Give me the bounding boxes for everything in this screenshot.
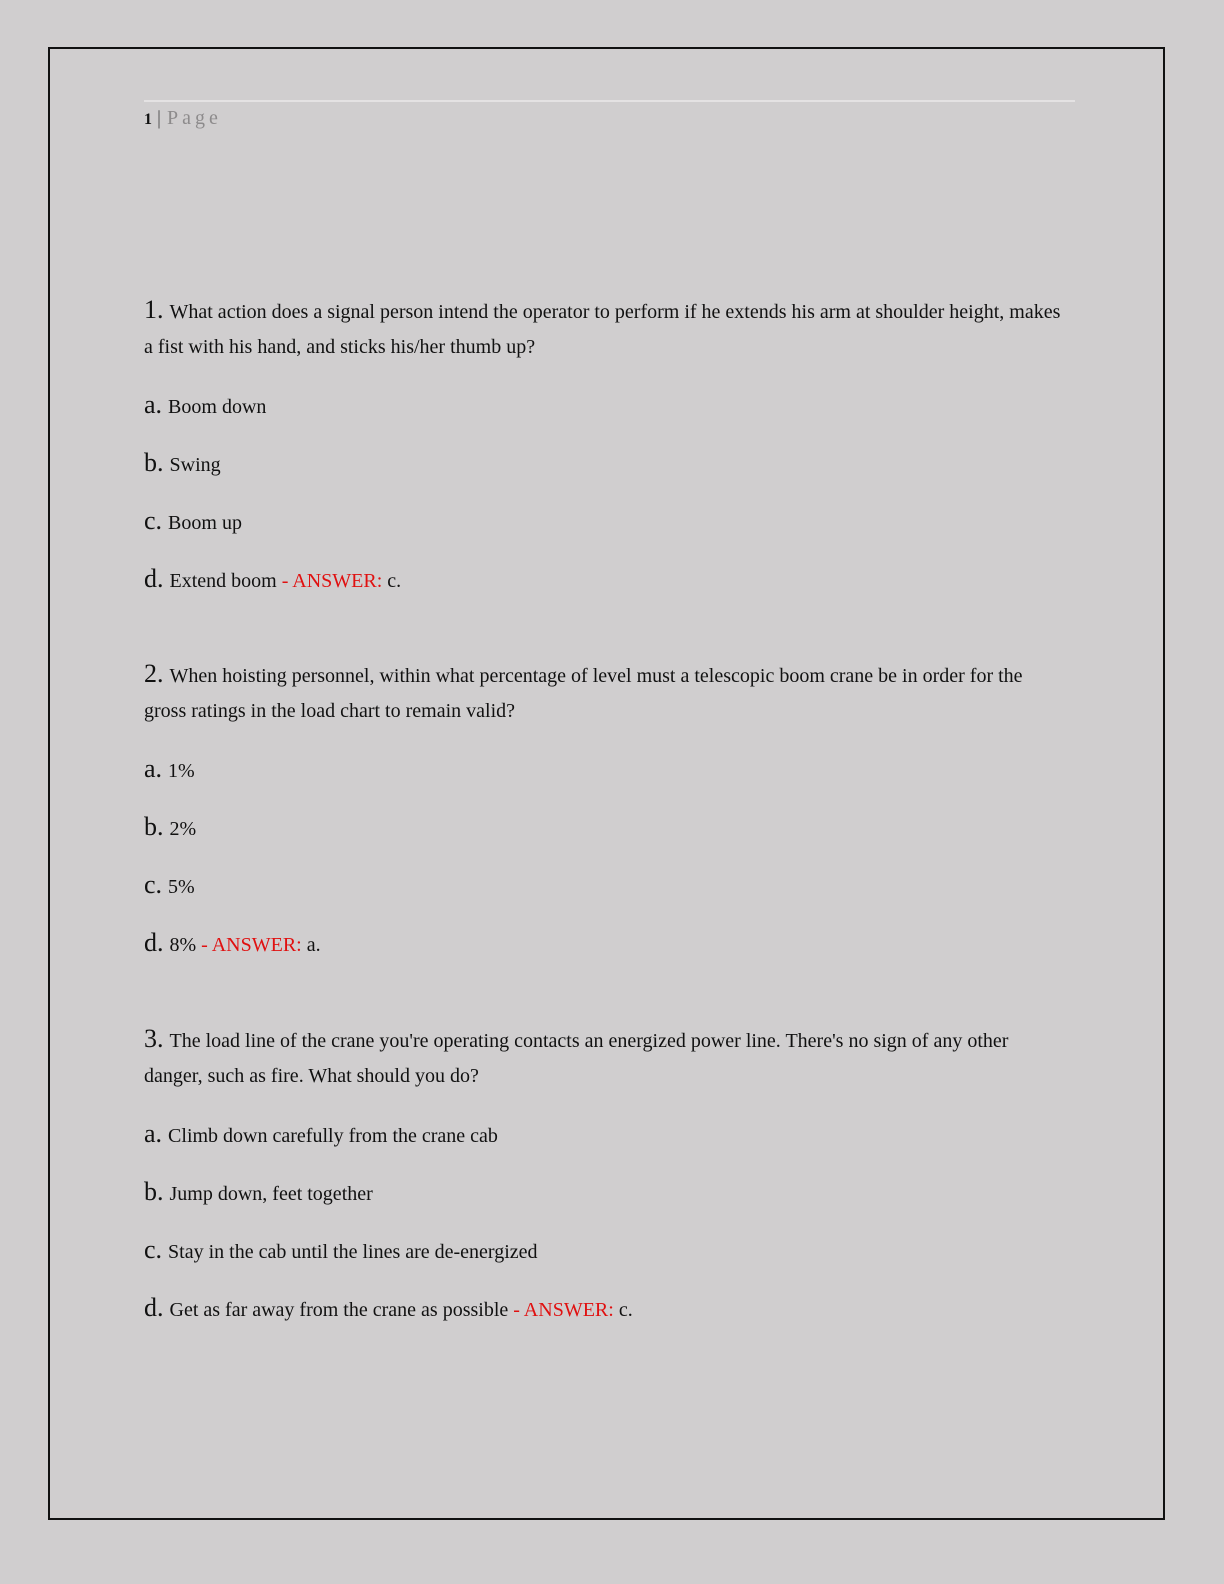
- answer-label: - ANSWER:: [508, 1299, 614, 1321]
- page-label: Page: [167, 107, 222, 129]
- question-text: [144, 1021, 1064, 1094]
- header-divider: [144, 100, 1075, 102]
- question-text: [144, 656, 1064, 729]
- question-number: 1.: [144, 295, 164, 324]
- answer-value: c.: [613, 1299, 633, 1321]
- option-letter: c.: [144, 506, 163, 535]
- option-b: [144, 1178, 1064, 1208]
- option-letter: b.: [144, 448, 164, 477]
- question-number: 3.: [144, 1024, 164, 1053]
- option-text: 2%: [169, 818, 197, 840]
- option-letter: d.: [144, 1293, 164, 1322]
- option-d: [144, 929, 1064, 959]
- option-text: 5%: [168, 876, 195, 898]
- option-text: 8%: [169, 934, 197, 956]
- option-letter: a.: [144, 754, 163, 783]
- question-3: [144, 1021, 1064, 1324]
- option-letter: d.: [144, 928, 164, 957]
- option-a: [144, 755, 1064, 785]
- option-text: Boom up: [168, 512, 242, 534]
- page-number: 1: [144, 111, 152, 128]
- document-page: [48, 47, 1165, 1520]
- answer-value: c.: [382, 570, 402, 592]
- question-2: [144, 656, 1064, 959]
- question-body: The load line of the crane you're operating contacts an energized power line. There's no sign of any other danger, such as fire. What should you do?: [144, 1030, 1009, 1087]
- question-body: What action does a signal person intend the operator to perform if he extends his arm at shoulder height, makes a fist with his hand, and sticks his/her thumb up?: [144, 301, 1061, 358]
- option-text: Boom down: [168, 396, 267, 418]
- option-a: [144, 391, 1064, 421]
- option-text: Stay in the cab until the lines are de-energized: [168, 1241, 538, 1263]
- option-text: Get as far away from the crane as possible: [169, 1299, 509, 1321]
- question-number: 2.: [144, 659, 164, 688]
- option-letter: c.: [144, 1235, 163, 1264]
- option-c: [144, 507, 1064, 537]
- option-letter: a.: [144, 390, 163, 419]
- question-text: [144, 292, 1064, 365]
- option-letter: a.: [144, 1119, 163, 1148]
- option-a: [144, 1120, 1064, 1150]
- answer-value: a.: [301, 934, 321, 956]
- option-b: [144, 449, 1064, 479]
- option-letter: d.: [144, 564, 164, 593]
- question-body: When hoisting personnel, within what percentage of level must a telescopic boom crane be in order for the gross ratings in the load chart to remain valid?: [144, 665, 1023, 722]
- option-d: [144, 1294, 1064, 1324]
- option-c: [144, 1236, 1064, 1266]
- option-text: Jump down, feet together: [169, 1183, 373, 1205]
- option-b: [144, 813, 1064, 843]
- question-1: [144, 292, 1064, 595]
- option-text: Climb down carefully from the crane cab: [168, 1125, 498, 1147]
- header-separator: |: [157, 107, 162, 129]
- option-letter: b.: [144, 1177, 164, 1206]
- option-text: Swing: [169, 454, 221, 476]
- page-header: [144, 107, 222, 130]
- option-text: Extend boom: [169, 570, 277, 592]
- answer-label: - ANSWER:: [196, 934, 302, 956]
- option-d: [144, 565, 1064, 595]
- answer-label: - ANSWER:: [276, 570, 383, 592]
- option-letter: c.: [144, 870, 163, 899]
- option-text: 1%: [168, 760, 195, 782]
- option-c: [144, 871, 1064, 901]
- option-letter: b.: [144, 812, 164, 841]
